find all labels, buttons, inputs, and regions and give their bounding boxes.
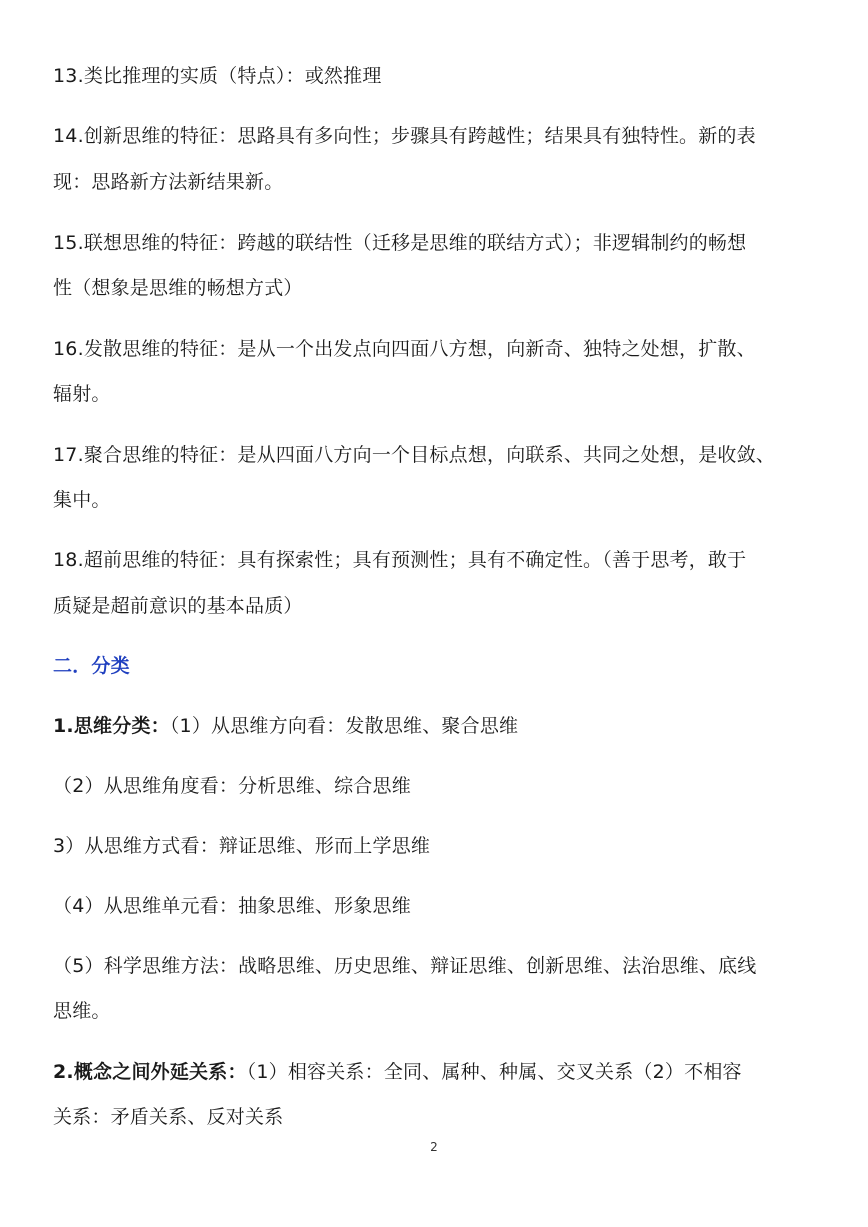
concept-relations-line-2: 关系：矛盾关系、反对关系 (53, 1106, 284, 1128)
classification-method: 3）从思维方式看：辩证思维、形而上学思维 (53, 835, 431, 857)
classification-angle: （2）从思维角度看：分析思维、综合思维 (53, 775, 411, 797)
item-15-line-2: 性（想象是思维的畅想方式） (53, 277, 303, 299)
item-17-line-1: 17.聚合思维的特征：是从四面八方向一个目标点想，向联系、共同之处想，是收敛、 (53, 444, 776, 466)
concept-relations-compatible: （1）相容关系：全同、属种、种属、交叉关系（2）不相容 (246, 1061, 742, 1083)
item-16-line-1: 16.发散思维的特征：是从一个出发点向四面八方想，向新奇、独特之处想，扩散、 (53, 338, 756, 360)
item-15-line-1: 15.联想思维的特征：跨越的联结性（迁移是思维的联结方式）；非逻辑制约的畅想 (53, 232, 747, 254)
section-heading: 二．分类 (53, 655, 130, 677)
classification-unit: （4）从思维单元看：抽象思维、形象思维 (53, 895, 411, 917)
item-14-line-2: 现：思路新方法新结果新。 (53, 171, 284, 193)
classification-label: 1.思维分类： (53, 715, 170, 737)
item-17-line-2: 集中。 (53, 489, 111, 511)
item-18-line-1: 18.超前思维的特征：具有探索性；具有预测性；具有不确定性。（善于思考，敢于 (53, 549, 747, 571)
item-16-line-2: 辐射。 (53, 383, 111, 405)
item-18-line-2: 质疑是超前意识的基本品质） (53, 595, 303, 617)
classification-line-1 (53, 714, 823, 738)
classification-scientific-line-2: 思维。 (53, 1000, 111, 1022)
concept-relations-line-1 (53, 1060, 823, 1084)
item-14-line-1: 14.创新思维的特征：思路具有多向性；步骤具有跨越性；结果具有独特性。新的表 (53, 125, 756, 147)
concept-relations-label: 2.概念之间外延关系： (53, 1061, 247, 1083)
classification-scientific-line-1: （5）科学思维方法：战略思维、历史思维、辩证思维、创新思维、法治思维、底线 (53, 955, 757, 977)
item-13-line-1: 13.类比推理的实质（特点）：或然推理 (53, 65, 382, 87)
classification-direction: （1）从思维方向看：发散思维、聚合思维 (169, 715, 519, 737)
page-number: 2 (430, 1140, 438, 1154)
